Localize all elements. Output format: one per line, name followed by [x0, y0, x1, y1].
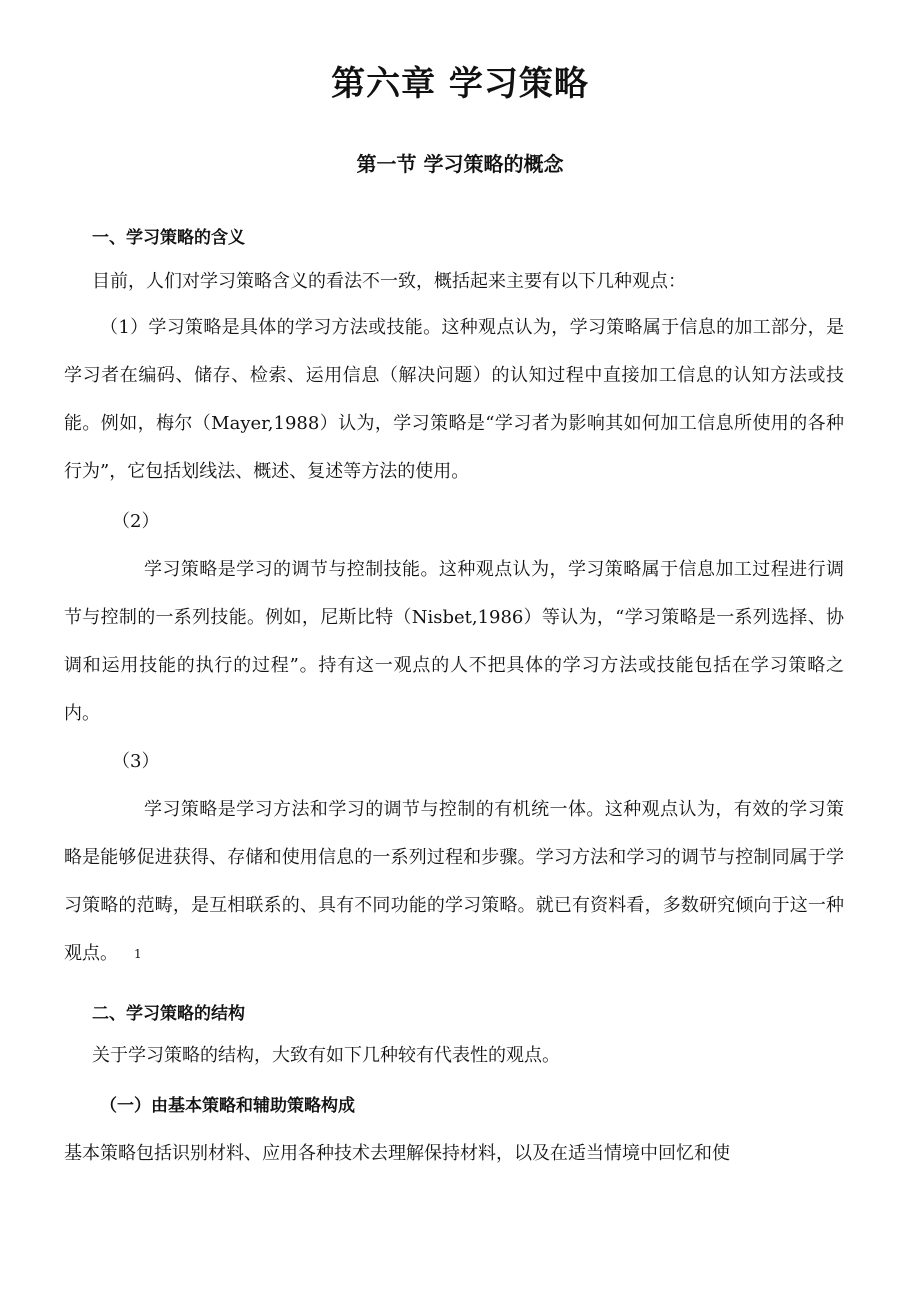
view3-text: 学习策略是学习方法和学习的调节与控制的有机统一体。这种观点认为，有效的学习策略是能够促进获得、存储和使用信息的一系列过程和步骤。学习方法和学习的调节与控制同属于学习策略的范畴，是互相联系的、具有不同功能的学习策略。就已有资料看，多数研究倾向于这一种观点。: [64, 799, 844, 964]
part2-subheading: （一）由基本策略和辅助策略构成: [100, 1096, 355, 1116]
view3-paragraph: [64, 786, 844, 978]
part1-heading: 一、学习策略的含义: [92, 228, 245, 248]
view2-paragraph: 学习策略是学习的调节与控制技能。这种观点认为，学习策略属于信息加工过程进行调节与控制的一系列技能。例如，尼斯比特（Nisbet,1986）等认为，“学习策略是一系列选择、协调和运用技能的执行的过程”。持有这一观点的人不把具体的学习方法或技能包括在学习策略之内。: [64, 559, 844, 724]
view1-paragraph: （1）学习策略是具体的学习方法或技能。这种观点认为，学习策略属于信息的加工部分，是学习者在编码、储存、检索、运用信息（解决问题）的认知过程中直接加工信息的认知方法或技能。例如，梅尔（Mayer,1988）认为，学习策略是“学习者为影响其如何加工信息所使用的各种行为”，它包括划线法、概述、复述等方法的使用。: [64, 317, 844, 482]
chapter-title: 第六章 学习策略: [331, 64, 589, 104]
part2-heading: 二、学习策略的结构: [92, 1004, 245, 1024]
part1-intro: 目前，人们对学习策略含义的看法不一致，概括起来主要有以下几种观点：: [92, 271, 686, 292]
view3-label: （3）: [112, 751, 160, 772]
part2-text: 基本策略包括识别材料、应用各种技术去理解保持材料，以及在适当情境中回忆和使: [64, 1143, 730, 1164]
view2-label: （2）: [112, 511, 160, 532]
footnote-marker[interactable]: 1: [134, 947, 142, 961]
section-title: 第一节 学习策略的概念: [356, 152, 564, 176]
part2-intro: 关于学习策略的结构，大致有如下几种较有代表性的观点。: [92, 1045, 560, 1066]
